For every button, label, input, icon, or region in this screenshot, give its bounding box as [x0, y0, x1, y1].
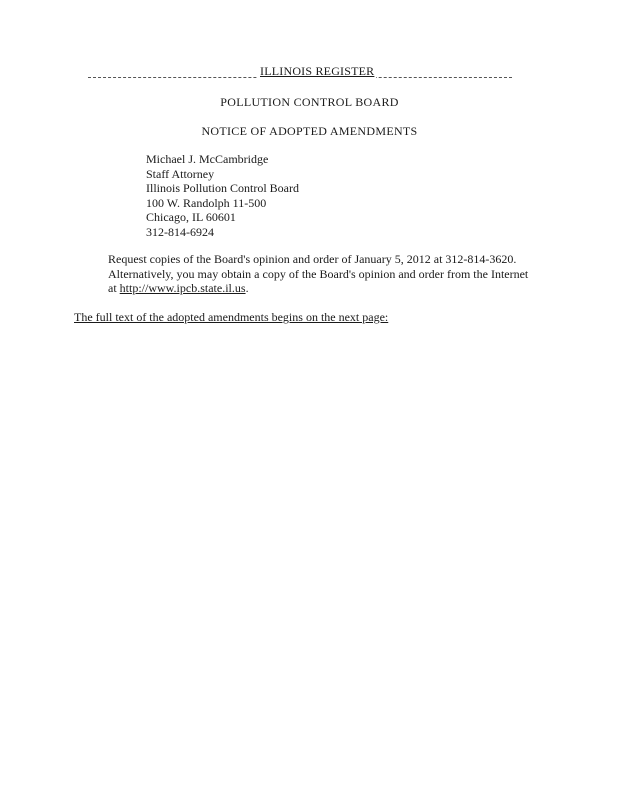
request-line-3-suffix: . — [245, 281, 249, 295]
register-header — [88, 64, 512, 80]
request-line-1: Request copies of the Board's opinion and order of January 5, 2012 at 312-814-3620. — [108, 252, 517, 266]
register-title: ILLINOIS REGISTER — [260, 64, 375, 78]
contact-title: Staff Attorney — [146, 166, 215, 181]
contact-name: Michael J. McCambridge — [146, 152, 269, 166]
contact-phone: 312-814-6924 — [146, 224, 214, 239]
request-line-3-prefix: at — [108, 281, 120, 295]
contact-address: 100 W. Randolph 11-500 — [146, 195, 267, 210]
notice-title: NOTICE OF ADOPTED AMENDMENTS — [201, 124, 418, 138]
full-text-notice: The full text of the adopted amendments begins on the next page: — [74, 310, 389, 324]
contact-organization: Illinois Pollution Control Board — [146, 181, 300, 195]
request-line-2: Alternatively, you may obtain a copy of the Board's opinion and order from the Internet — [108, 266, 529, 281]
contact-city: Chicago, IL 60601 — [146, 210, 236, 224]
request-line-3 — [108, 281, 548, 296]
request-paragraph — [108, 252, 548, 296]
board-website-link[interactable]: http://www.ipcb.state.il.us — [119, 281, 246, 295]
agency-name: POLLUTION CONTROL BOARD — [220, 95, 399, 109]
contact-block — [146, 152, 299, 239]
